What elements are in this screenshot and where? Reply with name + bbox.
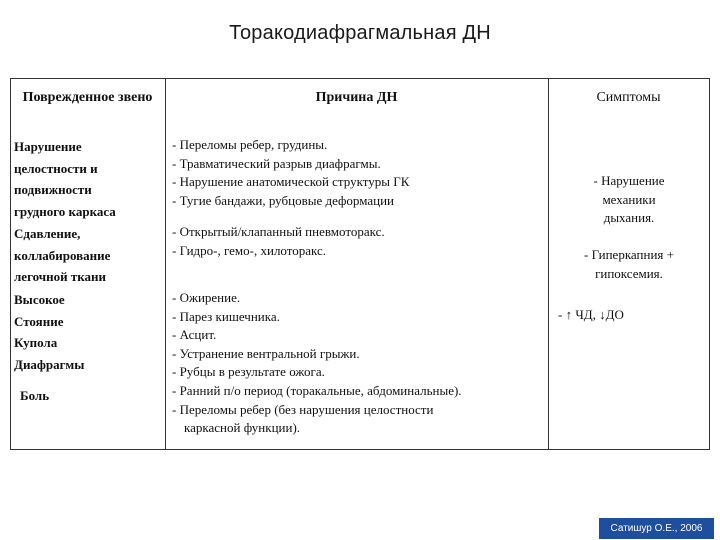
link-cell-1: Нарушение целостности и подвижности грудного каркаса (14, 139, 116, 219)
symptom-hypercapnia: - Гиперкапния + гипоксемия. (584, 247, 674, 281)
dn-table (10, 78, 710, 450)
cause-cell-4: - Ранний п/о период (торакальные, абдоминальные). - Переломы ребер (без нарушения целостности каркасной функции). (172, 383, 462, 436)
header-symptoms: Симптомы (596, 90, 661, 105)
author-badge: Сатишур О.Е., 2006 (599, 518, 714, 539)
symptom-breathing-mechanics: - Нарушение механики дыхания. (593, 173, 665, 226)
table-top-border (10, 78, 710, 79)
column-divider-2 (548, 78, 549, 450)
column-divider-1 (165, 78, 166, 450)
table-bottom-border (10, 449, 710, 450)
header-damaged-link: Поврежденное звено (22, 90, 153, 105)
link-cell-3: Высокое Стояние Купола Диафрагмы (14, 292, 85, 372)
cause-cell-3: - Ожирение. - Парез кишечника. - Асцит. - Устранение вентральной грыжи. - Рубцы в результате ожога. (172, 290, 360, 380)
table-left-border (10, 78, 11, 450)
link-cell-2: Сдавление, коллабирование легочной ткани (14, 226, 111, 284)
header-cause: Причина ДН (315, 90, 398, 105)
page-title: Торакодиафрагмальная ДН (229, 22, 491, 44)
symptom-rr-tv: - ↑ ЧД, ↓ДО (558, 307, 624, 322)
table-right-border (709, 78, 710, 450)
cause-cell-2: - Открытый/клапанный пневмоторакс. - Гидро-, гемо-, хилоторакс. (172, 224, 385, 258)
cause-cell-1: - Переломы ребер, грудины. - Травматический разрыв диафрагмы. - Нарушение анатомической структуры ГК - Тугие бандажи, рубцовые деформации (172, 137, 410, 208)
link-cell-4: Боль (20, 388, 50, 403)
